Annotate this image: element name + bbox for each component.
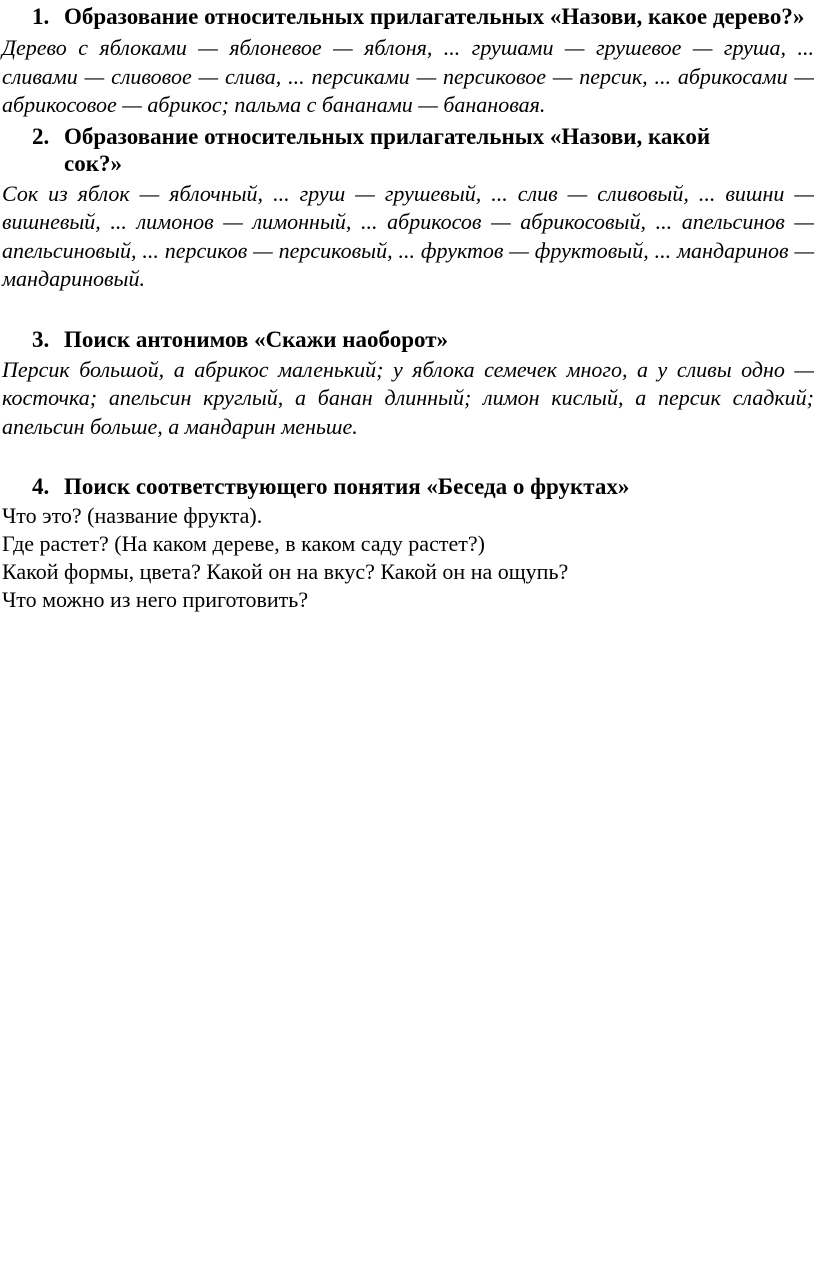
section-1-text: Дерево с яблоками — яблоневое — яблоня, ... грушами — грушевое — груша, ... сливами — сливовое — слива, ... персиками — персиковое — персик, ... абрикосами — абрикосовое — абрикос; пальма с бананами — банановая. [2,35,814,117]
section-4-number: 4. [32,474,50,499]
section-4-heading [2,473,814,500]
section-1-title: Образование относительных прилагательных «Назови, какое дерево?» [64,4,805,29]
question-line: Что можно из него приготовить? [2,587,309,612]
section-3-title: Поиск антонимов «Скажи наоборот» [64,326,448,352]
section-2-title: Образование относительных прилагательных «Назови, какой сок?» [64,123,711,176]
spacer [2,441,814,469]
section-2-heading [2,123,814,177]
section-4-title: Поиск соответствующего понятия «Беседа о фруктах» [64,474,630,499]
section-2-text: Сок из яблок — яблочный, ... груш — грушевый, ... слив — сливовый, ... вишни — вишневый, ... лимонов — лимонный, ... абрикосов — абрикосовый, ... апельсинов — апельсиновый, ... персиков — персиковый, ... фруктов — фруктовый, ... мандаринов — мандариновый. [2,180,814,291]
question-line: Какой формы, цвета? Какой он на вкус? Какой он на ощупь? [2,559,569,584]
spacer [2,294,814,322]
section-3-number: 3. [32,326,50,352]
section-3-heading [2,326,814,353]
section-2-number: 2. [32,123,50,149]
question-line: Что это? (название фрукта). [2,503,263,528]
section-3-text: Персик большой, а абрикос маленький; у яблока семечек много, а у сливы одно — косточка; апельсин круглый, а банан длинный; лимон кислый, а персик сладкий; апельсин больше, а мандарин меньше. [2,356,814,439]
section-1-heading [2,3,814,30]
section-1-number: 1. [32,4,50,29]
question-line: Где растет? (На каком дереве, в каком саду растет?) [2,531,485,556]
